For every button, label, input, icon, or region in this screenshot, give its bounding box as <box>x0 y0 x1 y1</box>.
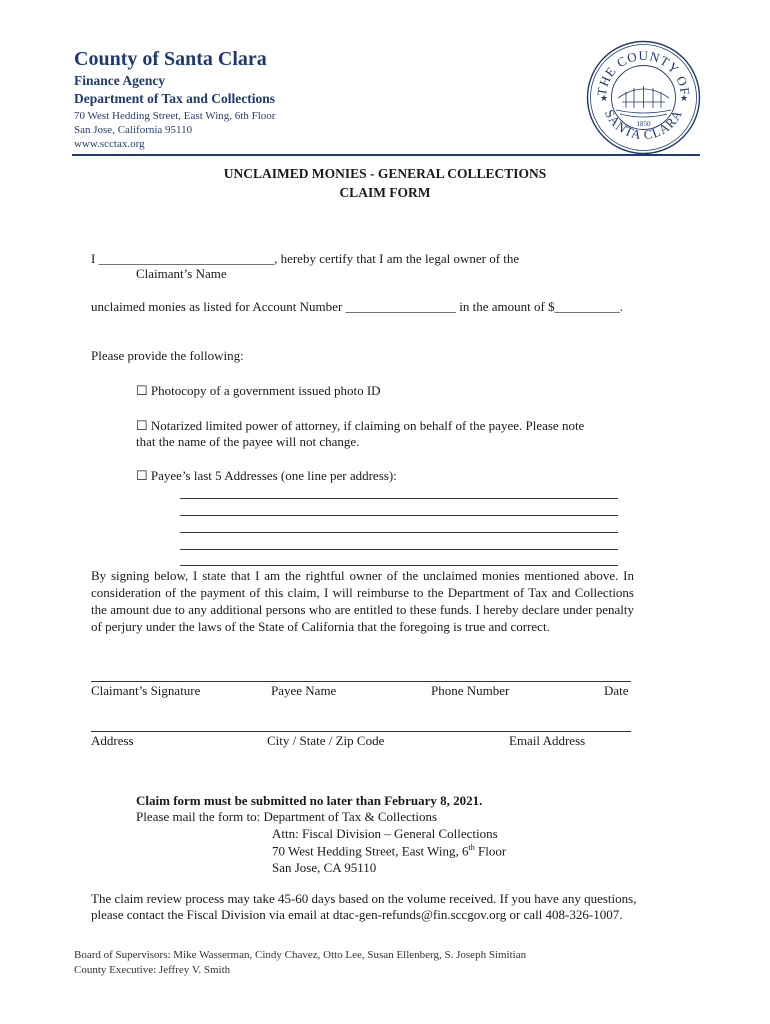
email-address-label: Email Address <box>509 733 586 748</box>
power-of-attorney-note: that the name of the payee will not change. <box>136 434 360 449</box>
website-link: www.scctax.org <box>74 138 145 150</box>
county-name: County of Santa Clara <box>74 48 267 70</box>
svg-text:★: ★ <box>680 94 689 104</box>
svg-text:SANTA CLARA: SANTA CLARA <box>601 106 686 143</box>
agency-name: Finance Agency <box>74 73 166 88</box>
signature-line[interactable] <box>91 681 631 682</box>
review-line-1: The claim review process may take 45-60 days based on the volume received. If you have any questions, <box>91 891 637 906</box>
svg-text:1850: 1850 <box>636 120 651 128</box>
svg-text:★: ★ <box>600 94 609 104</box>
address-line[interactable] <box>91 731 631 732</box>
svg-text:THE COUNTY OF: THE COUNTY OF <box>593 47 694 97</box>
photo-id-checkbox[interactable]: ☐ Photocopy of a government issued photo ID <box>136 383 381 398</box>
form-title: UNCLAIMED MONIES - GENERAL COLLECTIONS <box>223 166 547 181</box>
date-label: Date <box>604 683 629 698</box>
declaration-paragraph: By signing below, I state that I am the rightful owner of the unclaimed monies mentioned above. In consideration of the payment of this claim, I will reimburse to the Department of Tax and Collections the amount due to any additional persons who are entitled to these funds. I hereby declare under penalty of perjury under the laws of the State of California that the foregoing is true and correct. <box>91 568 634 634</box>
header-rule <box>72 154 700 156</box>
phone-number-label: Phone Number <box>431 683 510 698</box>
board-of-supervisors: Board of Supervisors: Mike Wasserman, Cindy Chavez, Otto Lee, Susan Ellenberg, S. Joseph Simitian <box>74 949 527 961</box>
address-line-blank[interactable] <box>180 565 618 566</box>
address-line-blank[interactable] <box>180 498 618 499</box>
mail-city-line: San Jose, CA 95110 <box>272 860 377 875</box>
account-amount-field[interactable]: unclaimed monies as listed for Account Number _________________ in the amount of $__________. <box>91 299 623 314</box>
form-subtitle: CLAIM FORM <box>339 185 431 200</box>
power-of-attorney-checkbox[interactable]: ☐ Notarized limited power of attorney, if claiming on behalf of the payee. Please note <box>136 418 585 433</box>
city-state-zip-label: City / State / Zip Code <box>267 733 385 748</box>
claimant-name-field[interactable]: I ___________________________, hereby certify that I am the legal owner of the <box>91 251 520 266</box>
payee-name-label: Payee Name <box>271 683 337 698</box>
claimant-name-caption: Claimant’s Name <box>136 266 227 281</box>
mail-to-line: Please mail the form to: Department of Tax & Collections <box>136 809 438 824</box>
signature-label: Claimant’s Signature <box>91 683 201 698</box>
address-line-blank[interactable] <box>180 532 618 533</box>
county-executive: County Executive: Jeffrey V. Smith <box>74 964 231 976</box>
county-seal-logo <box>586 40 701 155</box>
department-name: Department of Tax and Collections <box>74 91 276 106</box>
address-label: Address <box>91 733 134 748</box>
provide-heading: Please provide the following: <box>91 348 244 363</box>
address-line-blank[interactable] <box>180 515 618 516</box>
address-line-1: 70 West Hedding Street, East Wing, 6th Floor <box>74 110 276 122</box>
deadline-notice: Claim form must be submitted no later than February 8, 2021. <box>136 793 483 808</box>
review-line-2: please contact the Fiscal Division via email at dtac-gen-refunds@fin.sccgov.org or call 408-326-1007. <box>91 907 623 922</box>
address-line-blank[interactable] <box>180 549 618 550</box>
address-line-2: San Jose, California 95110 <box>74 124 193 136</box>
addresses-checkbox[interactable]: ☐ Payee’s last 5 Addresses (one line per address): <box>136 468 397 483</box>
mail-street-line: 70 West Hedding Street, East Wing, 6th Floor <box>272 843 507 859</box>
attn-line: Attn: Fiscal Division – General Collections <box>272 826 498 841</box>
